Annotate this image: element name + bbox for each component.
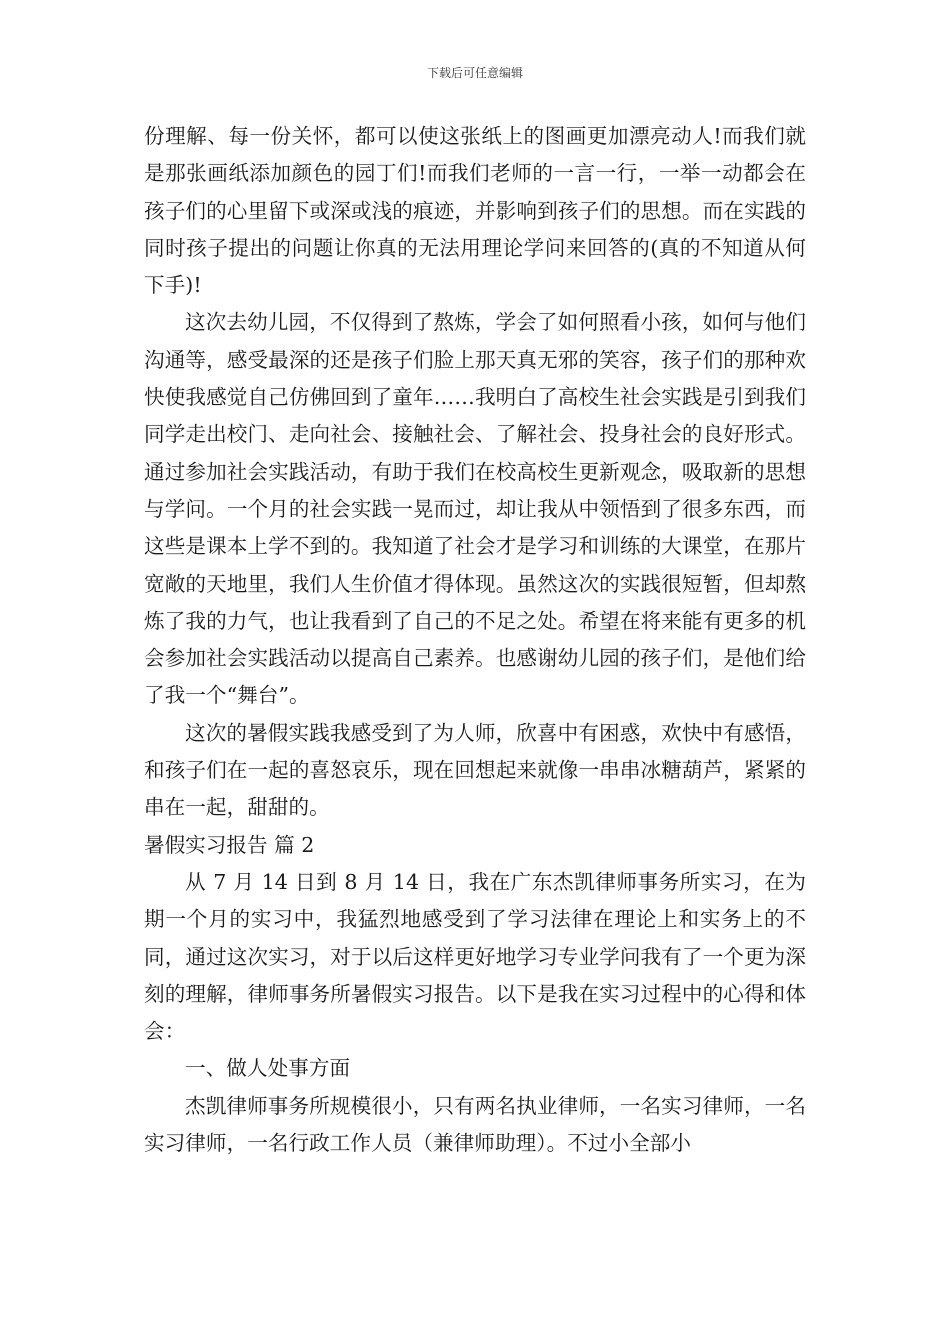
paragraph: 这次的暑假实践我感受到了为人师，欣喜中有困惑，欢快中有感悟，和孩子们在一起的喜怒哀乐，现在回想起来就像一串串冰糖葫芦，紧紧的串在一起，甜甜的。 xyxy=(144,720,806,820)
section-title: 暑假实习报告 篇 2 xyxy=(144,832,315,857)
subheading: 一、做人处事方面 xyxy=(185,1056,351,1081)
document-body xyxy=(144,118,806,1162)
paragraph: 从 7 月 14 日到 8 月 14 日，我在广东杰凯律师事务所实习，在为期一个月的实习中，我猛烈地感受到了学习法律在理论上和实务上的不同，通过这次实习，对于以后这样更好地学习专业学问我有了一个更为深刻的理解，律师事务所暑假实习报告。以下是我在实习过程中的心得和体会： xyxy=(144,869,806,1044)
paragraph: 杰凯律师事务所规模很小，只有两名执业律师，一名实习律师，一名实习律师，一名行政工作人员（兼律师助理）。不过小全部小 xyxy=(144,1093,806,1156)
paragraph: 这次去幼儿园，不仅得到了熬炼，学会了如何照看小孩，如何与他们沟通等，感受最深的还是孩子们脸上那天真无邪的笑容，孩子们的那种欢快使我感觉自己仿佛回到了童年……我明白了高校生社会实践是引到我们同学走出校门、走向社会、接触社会、了解社会、投身社会的良好形式。通过参加社会实践活动，有助于我们在校高校生更新观念，吸取新的思想与学问。一个月的社会实践一晃而过，却让我从中领悟到了很多东西，而这些是课本上学不到的。我知道了社会才是学习和训练的大课堂，在那片宽敞的天地里，我们人生价值才得体现。虽然这次的实践很短暂，但却熬炼了我的力气，也让我看到了自己的不足之处。希望在将来能有更多的机会参加社会实践活动以提高自己素养。也感谢幼儿园的孩子们，是他们给了我一个“舞台”。 xyxy=(144,310,806,708)
page-header: 下载后可任意编辑 xyxy=(426,66,523,80)
paragraph: 份理解、每一份关怀，都可以使这张纸上的图画更加漂亮动人!而我们就是那张画纸添加颜色的园丁们!而我们老师的一言一行，一举一动都会在孩子们的心里留下或深或浅的痕迹，并影响到孩子们的思想。而在实践的同时孩子提出的问题让你真的无法用理论学问来回答的(真的不知道从何下手)! xyxy=(144,124,806,298)
